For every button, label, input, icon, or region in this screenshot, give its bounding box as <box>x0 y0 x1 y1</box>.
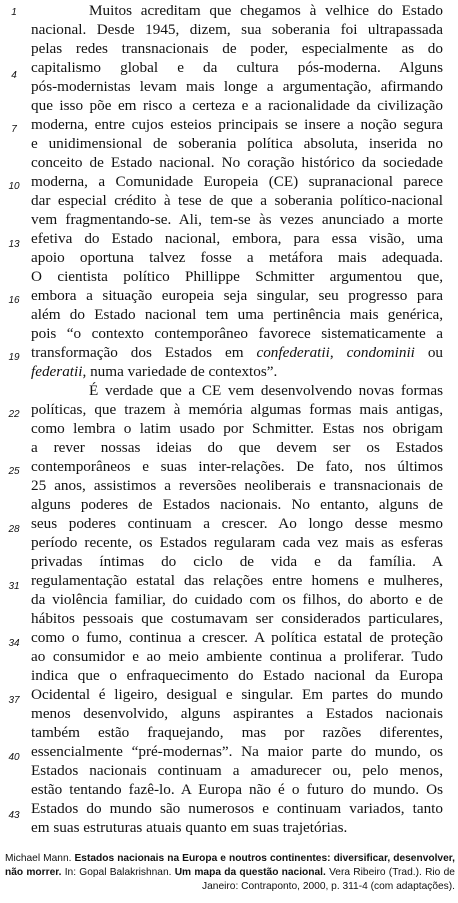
citation-details: Vera Ribeiro (Trad.). Rio de Janeiro: Contraponto, 2000, p. 311-4 (com adaptações). <box>202 867 455 892</box>
text-line: O cientista político Phillippe Schmitter argumentou que, <box>31 268 443 285</box>
line-number: 28 <box>8 524 20 535</box>
line-number: 7 <box>11 124 17 135</box>
line-number: 10 <box>8 181 20 192</box>
text-line: menos desenvolvido, alguns aspirantes a Estados nacionais <box>31 705 443 722</box>
text-line: capitalismo global e da cultura pós-moderna. Alguns <box>31 59 443 76</box>
text-line: Ocidental é ligeiro, desigual e singular. Em partes do mundo <box>31 686 443 703</box>
line-number: 40 <box>8 752 20 763</box>
text-line <box>31 342 443 363</box>
text-line: Estados do mundo são numerosos e continuam variados, tanto <box>31 800 443 817</box>
text-line: hábitos pessoais que costumavam ser considerados particulares, <box>31 610 443 627</box>
text-line: que isso põe em risco a certeza e a racionalidade da civilização <box>31 97 443 114</box>
citation-author: Michael Mann. <box>5 853 72 864</box>
text-line: período recente, os Estados regularam cada vez mais as esferas <box>31 534 443 551</box>
text-line: da violência familiar, do cuidado com os filhos, do aborto e de <box>31 591 443 608</box>
latin-term: confederatii <box>256 344 330 361</box>
text-fragment: ou <box>414 344 444 361</box>
text-line: dar especial crédito à tese de que a soberania político-nacional <box>31 192 443 209</box>
text-line: efetiva do Estado nacional, embora, para essa visão, uma <box>31 230 443 247</box>
text-line: contemporâneos e suas inter-relações. De fato, nos últimos <box>31 458 443 475</box>
text-line: além do Estado nacional tem uma pertinência mais genérica, <box>31 306 443 323</box>
text-fragment: , numa variedade de contextos”. <box>82 363 278 380</box>
latin-term: condominii <box>346 344 415 361</box>
text-line: pelas redes transnacionais de poder, especialmente as do <box>31 40 443 57</box>
text-line: ao consumidor e ao meio ambiente continua a proliferar. Tudo <box>31 648 443 665</box>
text-line: como o fumo, continua a crescer. A política estatal de proteção <box>31 629 443 646</box>
text-line: embora a situação europeia seja singular, seu progresso para <box>31 287 443 304</box>
text-line: também estão fraquejando, mas por razões diferentes, <box>31 724 443 741</box>
text-line: alguns poderes de Estados nacionais. No entanto, alguns de <box>31 496 443 513</box>
text-line: a rever nossas ideias do que devem ser os Estados <box>31 439 443 456</box>
text-line: como lembra o latim usado por Schmitter. Estas nos obrigam <box>31 420 443 437</box>
source-citation <box>5 852 455 894</box>
text-line: essencialmente “pré-modernas”. Na maior parte do mundo, os <box>31 743 443 760</box>
line-number: 37 <box>8 695 20 706</box>
text-line: 25 anos, assistimos a reversões neoliberais e transnacionais de <box>31 477 443 494</box>
text-line: pois “o contexto contemporâneo favorece sistematicamente a <box>31 325 443 342</box>
text-line <box>31 361 443 382</box>
line-number: 43 <box>8 810 20 821</box>
text-line: nacional. Desde 1945, dizem, sua soberania foi ultrapassada <box>31 21 443 38</box>
text-line: em suas estruturas atuais quanto em suas trajetórias. <box>31 819 348 836</box>
text-line: moderna, entre cujos esteios principais se insere a noção segura <box>31 116 443 133</box>
text-line: moderna, a Comunidade Europeia (CE) supranacional parece <box>31 173 443 190</box>
line-number: 31 <box>8 581 20 592</box>
line-number: 34 <box>8 638 20 649</box>
text-line: regulamentação estatal das relações entre homens e mulheres, <box>31 572 443 589</box>
citation-title: Estados nacionais na Europa e noutros continentes: diversificar, desenvolver, não morrer. <box>5 853 455 878</box>
text-line: É verdade que a CE vem desenvolvendo novas formas <box>89 382 443 399</box>
text-line: conceito de Estado nacional. No coração histórico da sociedade <box>31 154 443 171</box>
latin-term: federatii <box>31 363 83 380</box>
line-number: 16 <box>8 295 20 306</box>
line-number: 19 <box>8 352 20 363</box>
text-line: apoio oportuna talvez fosse a metáfora mais adequada. <box>31 249 443 266</box>
citation-book: Um mapa da questão nacional. <box>174 867 326 878</box>
text-fragment: transformação dos Estados em <box>31 344 244 361</box>
text-line: indica que o enfraquecimento do Estado nacional da Europa <box>31 667 443 684</box>
line-number: 25 <box>8 466 20 477</box>
line-number: 22 <box>8 409 20 420</box>
text-fragment: , <box>329 344 347 361</box>
text-line: estão tentando fazê-lo. A Europa não é o futuro do mundo. Os <box>31 781 443 798</box>
line-number: 13 <box>8 239 20 250</box>
text-line: e unidimensional de soberania política absoluta, inserida no <box>31 135 443 152</box>
text-line: vem fragmentando-se. Ali, tem-se às vezes anunciado a morte <box>31 211 443 228</box>
text-line: seus poderes continuam a crescer. Ao longo desse mesmo <box>31 515 443 532</box>
text-line: políticas, que trazem à memória algumas formas mais antigas, <box>31 401 443 418</box>
text-line: privadas íntimas do ciclo de vida e da família. A <box>31 553 443 570</box>
line-number: 1 <box>11 7 17 18</box>
text-line: Muitos acreditam que chegamos à velhice do Estado <box>89 2 443 19</box>
citation-in: In: Gopal Balakrishnan. <box>64 867 172 878</box>
text-line: Estados nacionais continuam a amadurecer ou, pelo menos, <box>31 762 443 779</box>
text-line: pós-modernistas levam mais longe a argumentação, afirmando <box>31 78 443 95</box>
line-number: 4 <box>11 70 17 81</box>
